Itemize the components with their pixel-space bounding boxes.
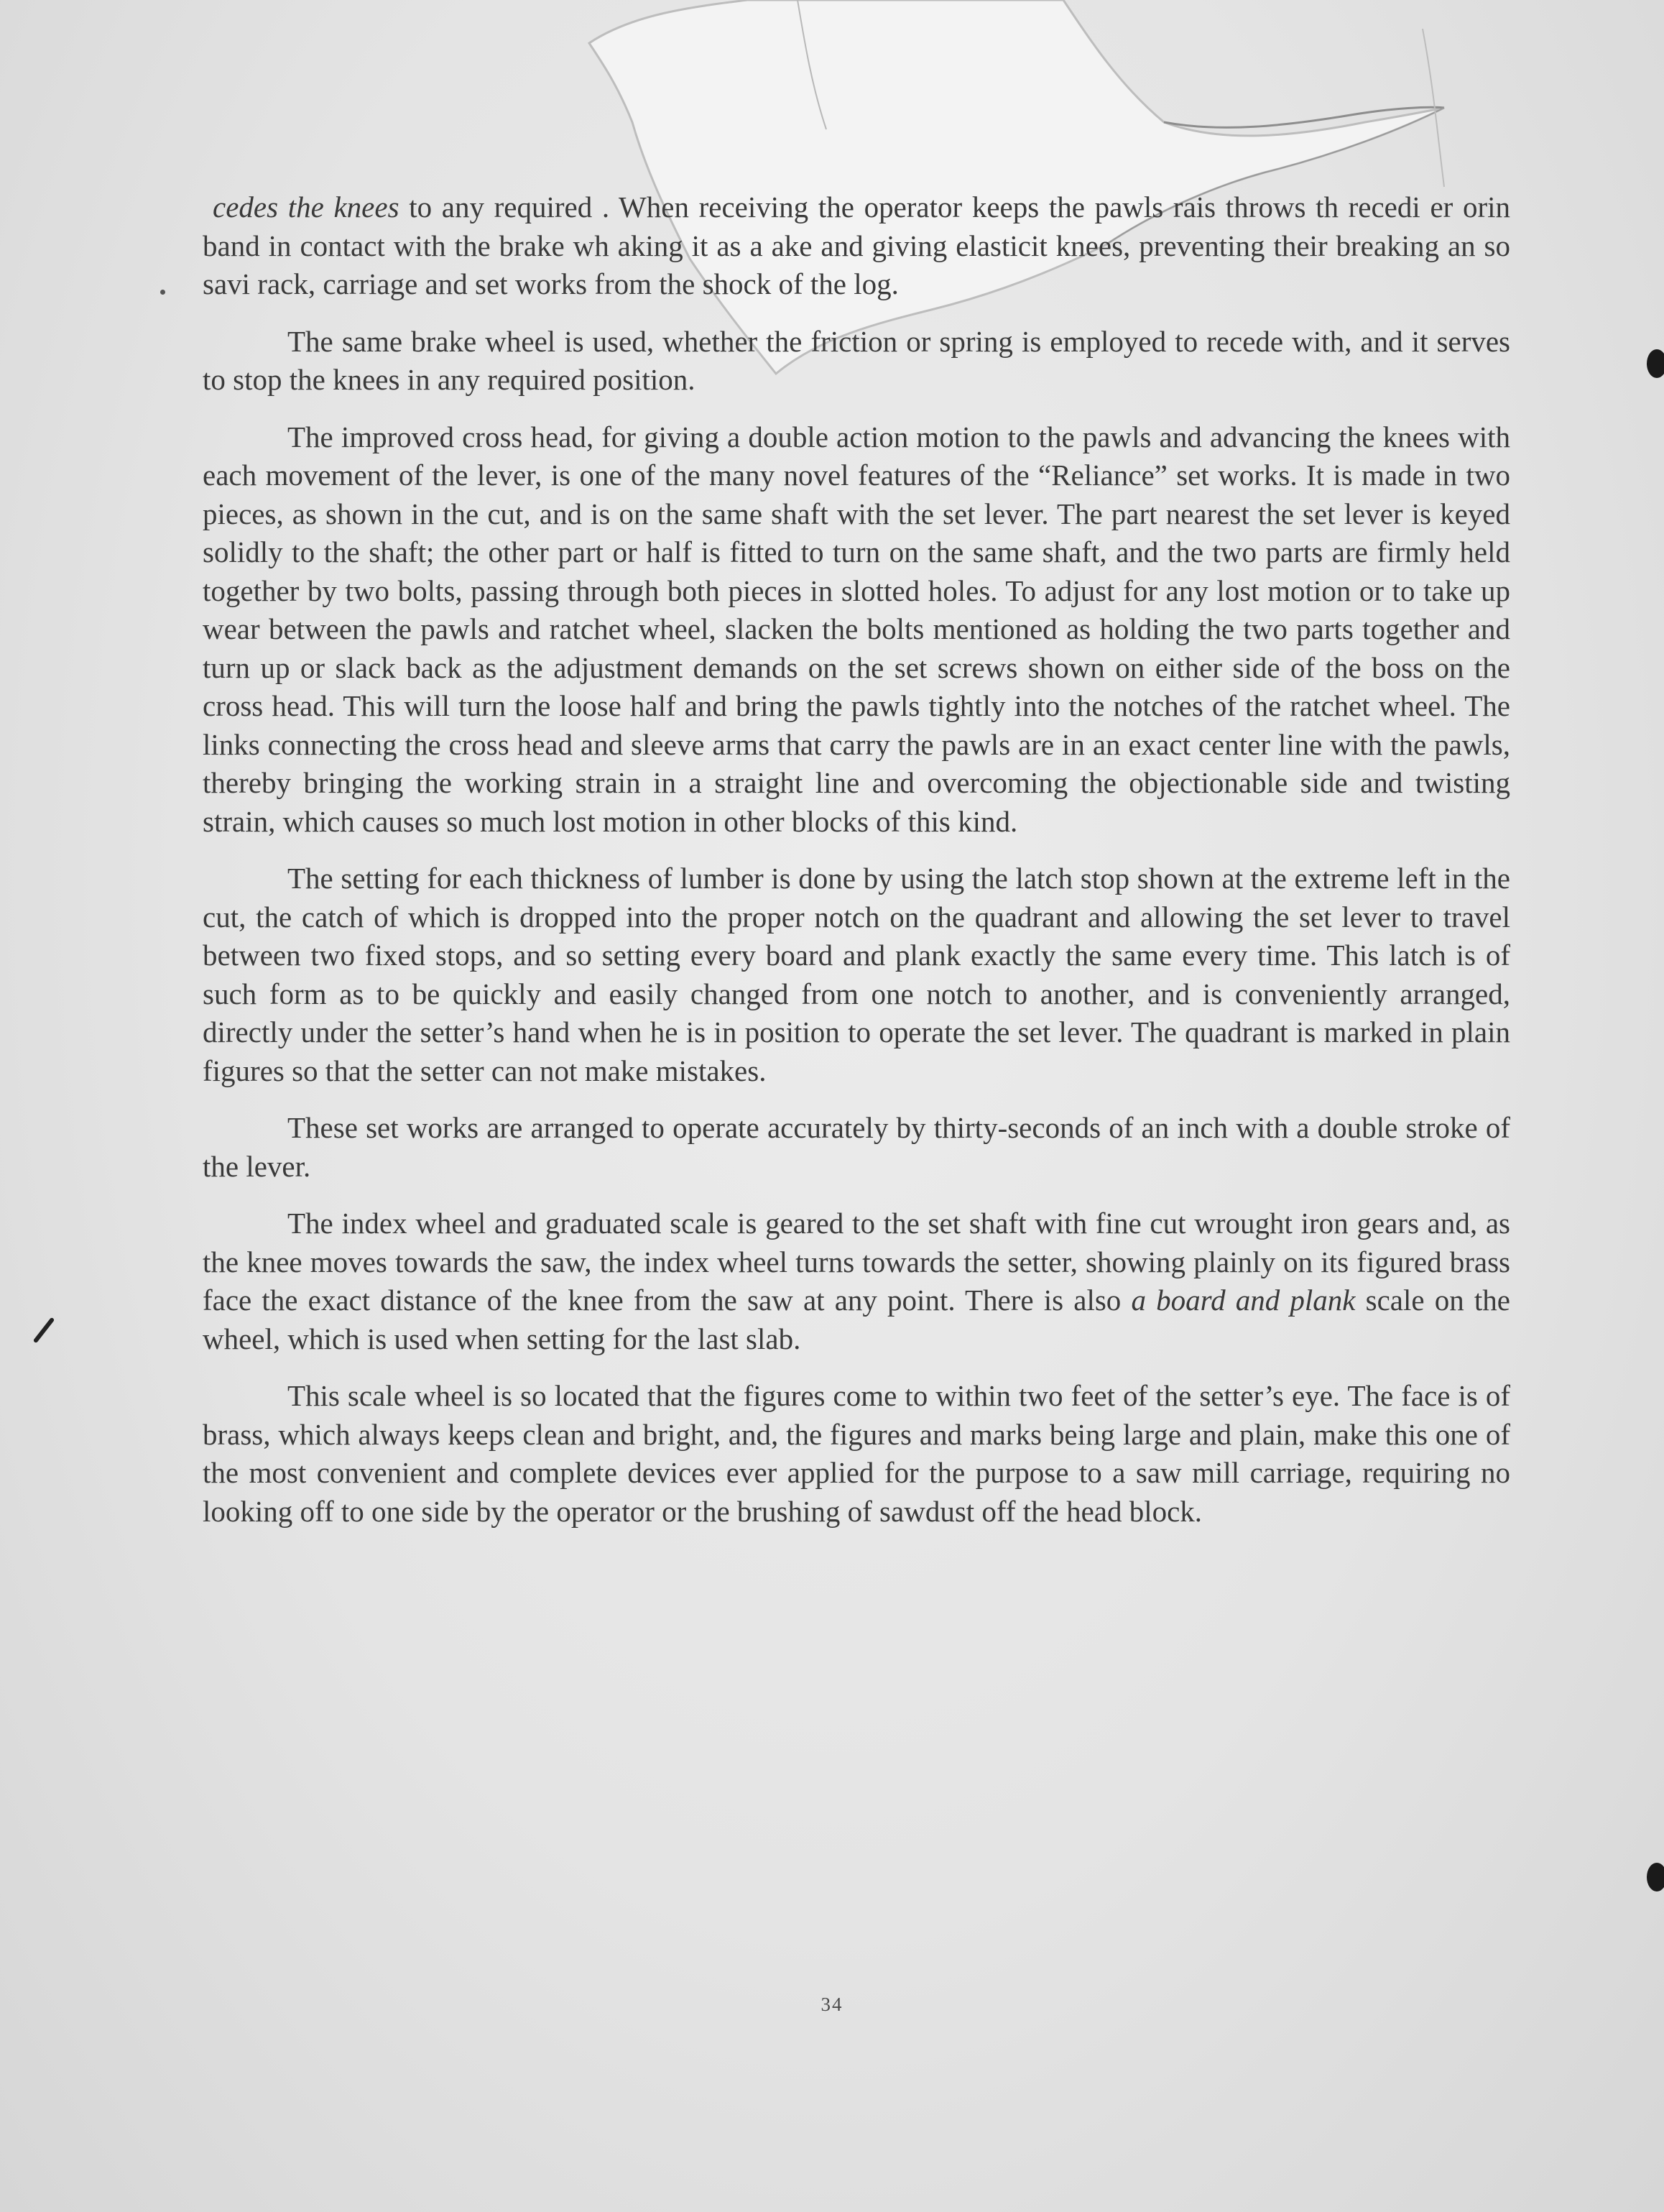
paragraph [203,1109,1510,1186]
paragraph-text: These set works are arranged to operate accurately by thirty-seconds of an inch with a double stroke of the lever. [203,1111,1510,1183]
page-number: 34 [821,1994,843,2015]
paragraph-text: The same brake wheel is used, whether the friction or spring is employed to recede with, and it serves to stop the knees in any required position. [203,324,1510,396]
paragraph [203,860,1510,1090]
body-text [203,188,1510,1549]
paragraph [203,1204,1510,1358]
paragraph [203,323,1510,400]
paragraph-text: The setting for each thickness of lumber is done by using the latch stop shown at the extreme left in the cut, the catch of which is dropped into the proper notch on the quadrant and allowing the set lever to travel between two fixed stops, and so setting every board and plank exactly the same every time. This latch is of such form as to be quickly and easily changed from one notch to another, and is conveniently arranged, directly under the setter’s hand when he is in position to operate the set lever. The quadrant is marked in plain figures so that the setter can not make mistakes. [203,862,1510,1087]
binding-hole-bottom [1647,1863,1664,1891]
binding-hole-top [1647,349,1664,378]
italic-phrase: cedes the knees [213,190,399,223]
paragraph [203,188,1510,304]
italic-phrase: a board and plank [1131,1284,1356,1317]
paragraph [203,1377,1510,1531]
paragraph-text: scale on the wheel, which is used when setting for the last slab. [203,1284,1510,1355]
margin-dot [160,290,165,295]
paragraph-text: This scale wheel is so located that the figures come to within two feet of the setter’s eye. The face is of brass, which always keeps clean and bright, and, the figures and marks being large and plain, make this one of the most convenient and complete devices ever applied for the purpose to a saw mill carriage, requiring no looking off to one side by the operator or the brushing of sawdust off the head block. [203,1379,1510,1528]
paragraph-text: to any required . When receiving the operator keeps the pawls rais throws th recedi er orin band in contact with the brake wh aking it as a ake and giving elasticit knees, preventing their breaking an so savi rack, carriage and set works from the shock of the log. [203,190,1511,300]
paragraph-text: The improved cross head, for giving a double action motion to the pawls and advancing the knees with each movement of the lever, is one of the many novel features of the “Reliance” set works. It is made in two pieces, as shown in the cut, and is on the same shaft with the set lever. The part nearest the set lever is keyed solidly to the shaft; the other part or half is fitted to turn on the same shaft, and the two parts are firmly held together by two bolts, passing through both pieces in slotted holes. To adjust for any lost motion or to take up wear between the pawls and ratchet wheel, slacken the bolts mentioned as holding the two parts together and turn up or slack back as the adjustment demands on the set screws shown on either side of the boss on the cross head. This will turn the loose half and bring the pawls tightly into the notches of the ratchet wheel. The links connecting the cross head and sleeve arms that carry the pawls are in an exact center line with the pawls, thereby bringing the working strain in a straight line and overcoming the objectionable side and twisting strain, which causes so much lost motion in other blocks of this kind. [203,420,1510,838]
paragraph-text: The index wheel and graduated scale is geared to the set shaft with fine cut wrought iron gears and, as the knee moves towards the saw, the index wheel turns towards the setter, showing plainly on its figured brass face the exact distance of the knee from the saw at any point. There is also [203,1207,1510,1317]
paragraph [203,418,1510,842]
